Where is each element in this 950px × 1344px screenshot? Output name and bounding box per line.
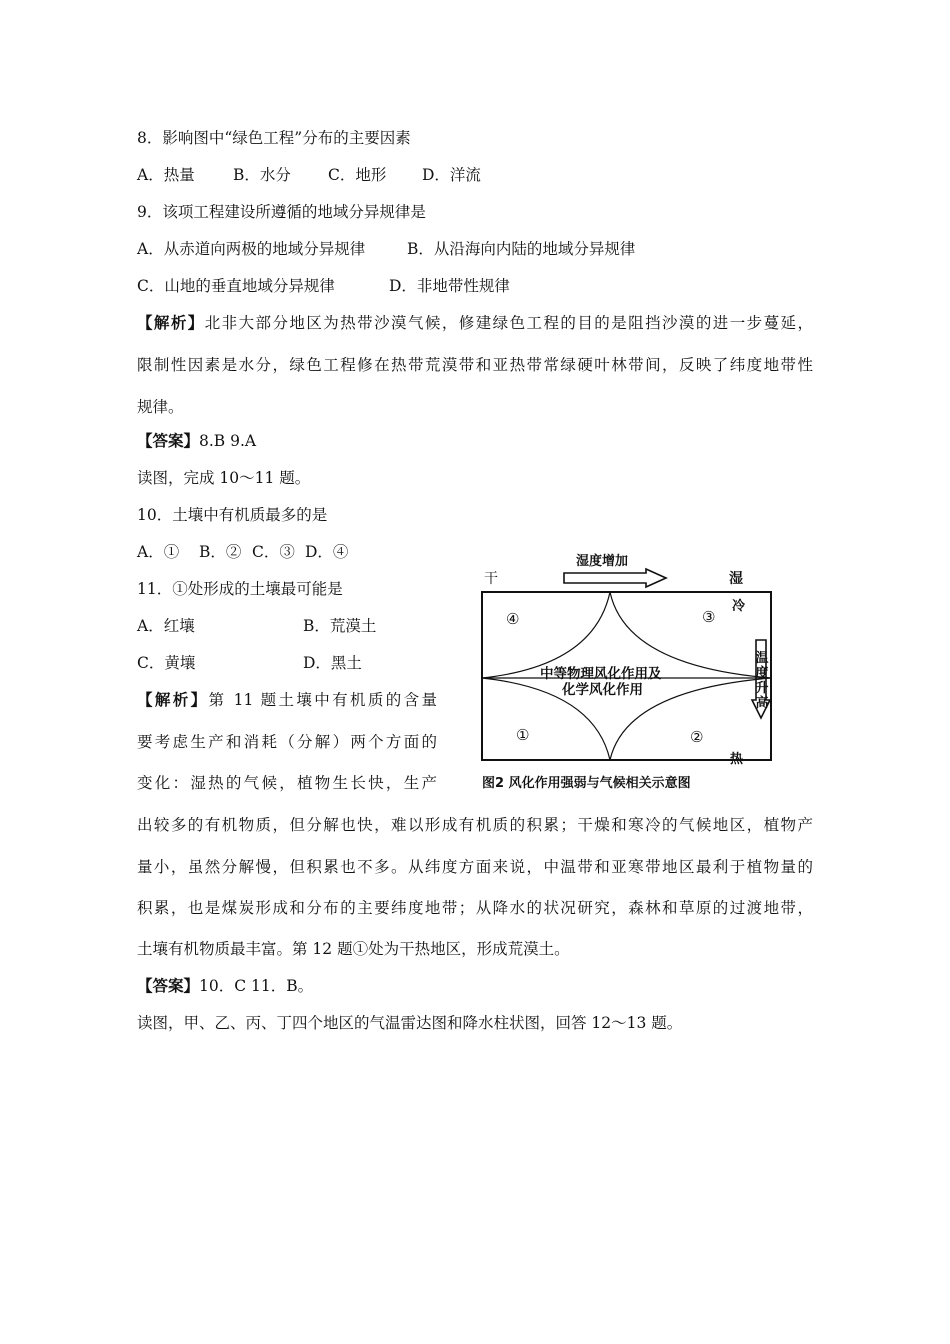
- q9-option-a: A．从赤道向两极的地域分异规律: [137, 240, 366, 258]
- figure-caption: 图2 风化作用强弱与气候相关示意图: [482, 776, 691, 791]
- hot-label: 热: [730, 752, 744, 767]
- question-9-stem: 9．该项工程建设所遵循的地域分异规律是: [137, 203, 426, 221]
- question-10-stem: 10．土壤中有机质最多的是: [137, 506, 328, 524]
- q10-option-c: C．③: [252, 543, 295, 561]
- question-8-stem: 8．影响图中“绿色工程”分布的主要因素: [137, 129, 411, 147]
- q8-option-c: C．地形: [328, 166, 387, 184]
- analysis-2-line-1: 【解析】第 11 题土壤中有机质的含量: [137, 690, 437, 709]
- q11-option-d: D．黑土: [303, 654, 362, 672]
- q10-option-d: D．④: [305, 543, 349, 561]
- zone-1-label: ①: [516, 726, 530, 744]
- analysis-2-line-6: 积累，也是煤炭形成和分布的主要纬度地带；从降水的状况研究，森林和草原的过渡地带，: [137, 899, 813, 917]
- answer-tag: 【答案】: [137, 431, 200, 450]
- analysis-tag: 【解析】: [137, 690, 209, 709]
- humidity-arrow-icon: [564, 569, 666, 587]
- answer-tag: 【答案】: [137, 976, 200, 995]
- analysis-1-line-2: 限制性因素是水分，绿色工程修在热带荒漠带和亚热带常绿硬叶林带间，反映了纬度地带性: [137, 356, 813, 374]
- q10-option-a: A．①: [137, 543, 180, 561]
- q9-option-d: D．非地带性规律: [389, 277, 510, 295]
- q11-option-c: C．黄壤: [137, 654, 196, 672]
- analysis-2-line-4: 出较多的有机物质，但分解也快，难以形成有机质的积累；干燥和寒冷的气候地区，植物产: [137, 816, 813, 834]
- zone-3-label: ③: [702, 608, 716, 626]
- intro-12-13: 读图，甲、乙、丙、丁四个地区的气温雷达图和降水柱状图，回答 12～13 题。: [137, 1014, 683, 1032]
- wet-label: 湿: [729, 571, 743, 587]
- analysis-tag: 【解析】: [137, 313, 205, 332]
- intro-10-11: 读图，完成 10～11 题。: [137, 469, 311, 487]
- analysis-2-line-2: 要考虑生产和消耗（分解）两个方面的: [137, 733, 437, 751]
- question-11-stem: 11．①处形成的土壤最可能是: [137, 580, 343, 598]
- analysis-2-line-7: 土壤有机物质最丰富。第 12 题①处为干热地区，形成荒漠土。: [137, 940, 570, 958]
- q10-option-b: B．②: [199, 543, 242, 561]
- cold-label: 冷: [732, 599, 746, 614]
- answer-2: 【答案】10．C 11．B。: [137, 976, 314, 995]
- zone-4-label: ④: [506, 610, 520, 628]
- analysis-1-line-1: 【解析】北非大部分地区为热带沙漠气候，修建绿色工程的目的是阻挡沙漠的进一步蔓延，: [137, 313, 813, 332]
- analysis-2-line-5: 量小，虽然分解慢，但积累也不多。从纬度方面来说，中温带和亚寒带地区最利于植物量的: [137, 858, 813, 876]
- analysis-2-line-3: 变化：湿热的气候，植物生长快，生产: [137, 774, 437, 792]
- q11-option-b: B．荒漠土: [303, 617, 377, 635]
- humidity-increase-label: 湿度增加: [576, 554, 629, 569]
- analysis-1-line-3: 规律。: [137, 398, 184, 416]
- q9-option-b: B．从沿海向内陆的地域分异规律: [407, 240, 636, 258]
- temperature-rise-label: 温度升高: [755, 651, 769, 711]
- q8-option-b: B．水分: [233, 166, 291, 184]
- q8-option-d: D．洋流: [422, 166, 481, 184]
- q11-option-a: A．红壤: [137, 617, 195, 635]
- q9-option-c: C．山地的垂直地域分异规律: [137, 277, 335, 295]
- center-label-line-1: 中等物理风化作用及: [540, 666, 662, 682]
- answer-1: 【答案】8.B 9.A: [137, 431, 257, 450]
- q8-option-a: A．热量: [137, 166, 195, 184]
- dry-label: 干: [484, 571, 498, 587]
- zone-2-label: ②: [690, 728, 704, 746]
- weathering-climate-diagram: [476, 548, 776, 798]
- center-label-line-2: 化学风化作用: [562, 682, 643, 698]
